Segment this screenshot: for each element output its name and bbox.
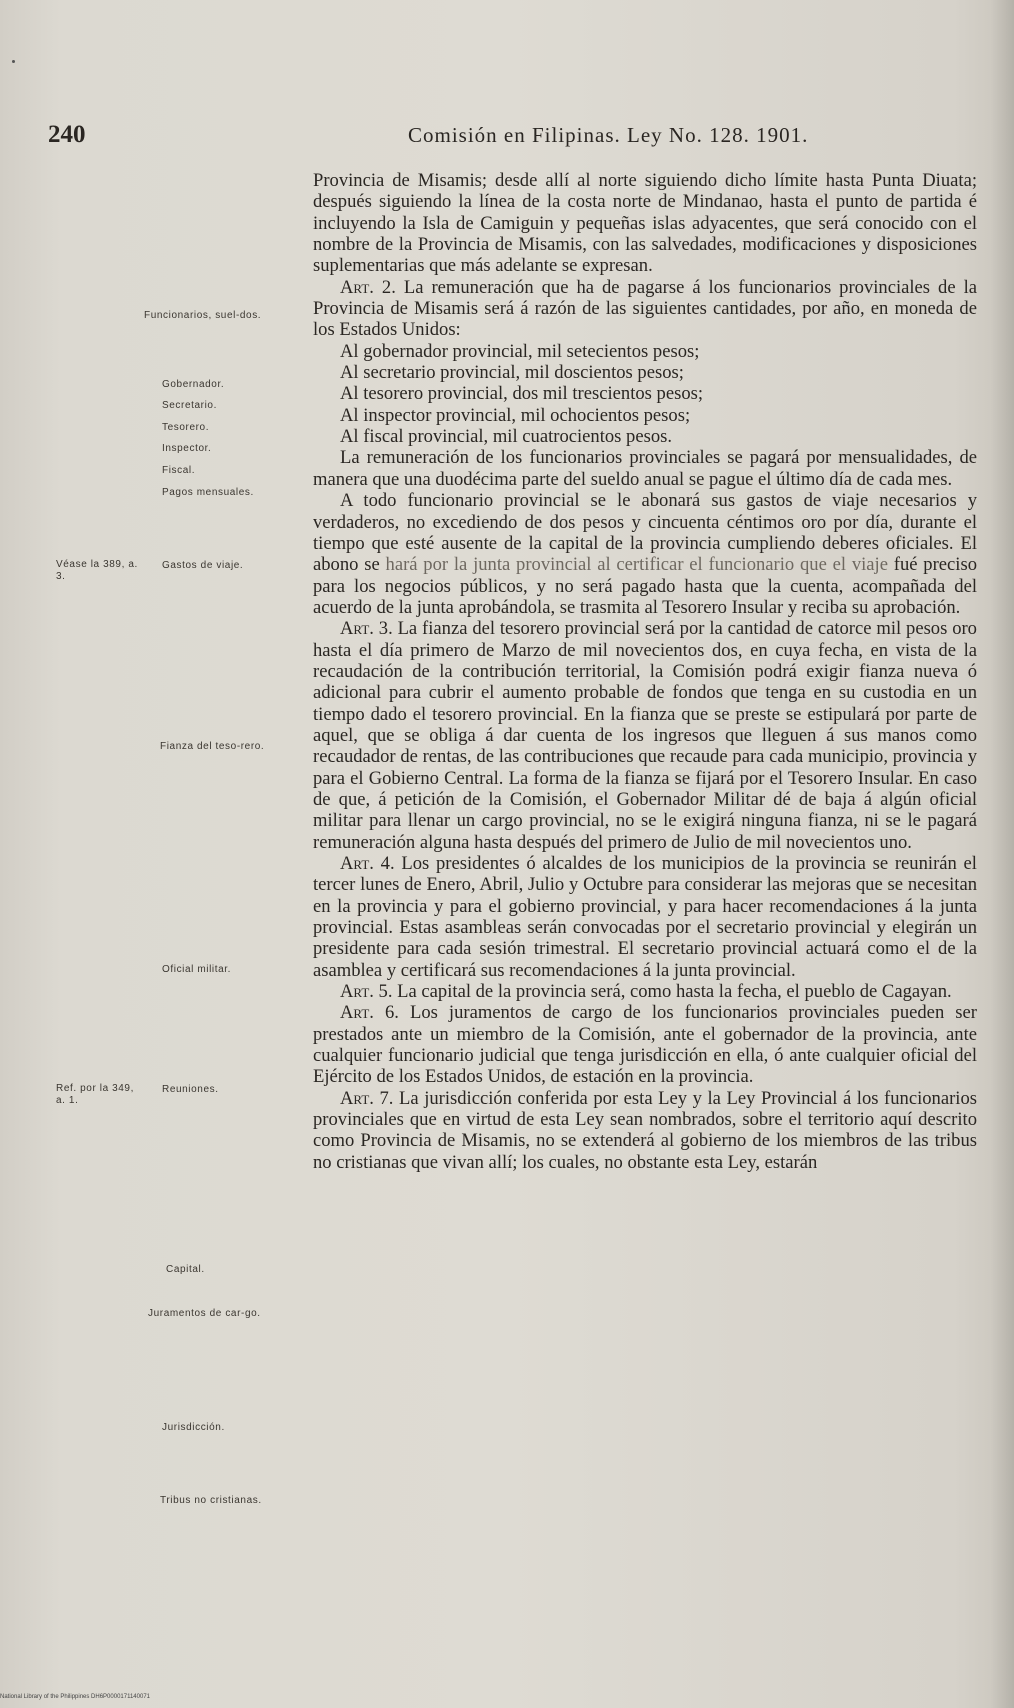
margin-note-cross-reference: Véase la 389, a. 3.	[56, 559, 138, 582]
margin-note-pagos: Pagos mensuales.	[162, 487, 254, 498]
scan-footer: National Library of the Philippines DH6P0000171140071	[0, 1694, 150, 1700]
margin-note-ref: Ref. por la 349, a. 1.	[56, 1083, 134, 1106]
margin-note-fiscal: Fiscal.	[162, 465, 196, 476]
article-label: Art. 4.	[340, 853, 395, 874]
margin-note-juramentos: Juramentos de car-go.	[148, 1308, 261, 1319]
article-label: Art. 6.	[340, 1002, 399, 1024]
gastos-text-b: fué preciso para los negocios públicos, y no será pagado hasta que la cuenta, acompañada del acuerdo de la junta aprobándola, se trasmita al Tesorero Insular y reciba su aprobación.	[313, 554, 978, 618]
scan-speck	[12, 60, 15, 63]
body-text	[313, 170, 977, 1173]
paragraph-art-4	[313, 853, 977, 981]
paragraph-boundaries: Provincia de Misamis; desde allí al norte siguiendo dicho límite hasta Punta Diuata; después siguiendo la línea de la costa norte de Mindanao, hasta el punto de partida é incluyendo la Isla de Camiguin y pequeñas islas adyacentes, que será conocido con el nombre de la Provincia de Misamis, con las salvedades, modificaciones y disposiciones suplementarias que más adelante se expresan.	[313, 170, 977, 277]
article-text: Los juramentos de cargo de los funcionarios provinciales pueden ser prestados ante un miembro de la Comisión, ante el gobernador de la provincia, ante cualquier funcionario judicial que tenga jurisdicción en ella, ó ante cualquier oficial del Ejército de los Estados Unidos, de estación en la provincia.	[313, 1002, 977, 1088]
margin-note-tribus: Tribus no cristianas.	[160, 1495, 262, 1506]
article-text: La remuneración que ha de pagarse á los funcionarios provinciales de la Provincia de Misamis será á razón de las siguientes cantidades, por año, en moneda de los Estados Unidos:	[313, 276, 977, 341]
article-label: Art. 5.	[340, 981, 393, 1003]
paragraph-art-7	[313, 1088, 977, 1173]
salary-inspector: Al inspector provincial, mil ochocientos pesos;	[340, 404, 691, 426]
paragraph-gastos	[313, 490, 977, 618]
page-number: 240	[48, 121, 86, 148]
margin-note-reuniones: Reuniones.	[162, 1084, 219, 1095]
margin-note-funcionarios: Funcionarios, suel-dos.	[144, 310, 262, 321]
gastos-text-faded: hará por la junta provincial al certificar el funcionario que el viaje	[385, 554, 888, 576]
margin-note-oficial: Oficial militar.	[162, 964, 232, 975]
margin-note-gastos: Gastos de viaje.	[162, 560, 244, 571]
running-head: Comisión en Filipinas. Ley No. 128. 1901.	[408, 123, 809, 147]
salary-fiscal: Al fiscal provincial, mil cuatrocientos pesos.	[340, 426, 673, 448]
salary-tesorero: Al tesorero provincial, dos mil trescientos pesos;	[340, 383, 704, 405]
margin-note-gobernador: Gobernador.	[162, 379, 225, 390]
paragraph-art-6	[313, 1002, 977, 1087]
page-header	[48, 121, 934, 151]
page-edge-shadow	[990, 0, 1014, 1708]
margin-note-jurisdiccion: Jurisdicción.	[162, 1422, 225, 1433]
article-label: Art. 3.	[340, 618, 393, 640]
margin-note-inspector: Inspector.	[162, 443, 212, 454]
margin-note-fianza: Fianza del teso-rero.	[160, 741, 265, 752]
paragraph-art-3	[313, 618, 977, 853]
article-text: La jurisdicción conferida por esta Ley y la Ley Provincial á los funcionarios provinciales que en virtud de esta Ley sean nombrados, sobre el territorio aquí descrito como Provincia de Misamis, no se extenderá al gobierno de los miembros de las tribus no cristianas que vivan allí; los cuales, no obstante esta Ley, estarán	[313, 1087, 977, 1173]
paragraph-pagos: La remuneración de los funcionarios provinciales se pagará por mensualidades, de manera que una duodécima parte del sueldo anual se pague el último día de cada mes.	[313, 447, 977, 490]
article-label: Art. 7.	[340, 1087, 394, 1109]
gastos-text-a: A todo funcionario provincial se le abonará sus gastos de viaje necesarios y verdaderos, no excediendo de dos pesos y cincuenta céntimos oro por día, durante el tiempo que esté ausente de la capital de la provincia cumpliendo deberes oficiales. El abono se	[313, 490, 977, 576]
article-text: La fianza del tesorero provincial será por la cantidad de catorce mil pesos oro hasta el día primero de Marzo de mil novecientos dos, en cuya fecha, en vista de la recaudación de la contribución territorial, la Comisión podrá exigir fianza nueva ó adicional para cubrir el aumento probable de fondos que tenga en su custodia en un tiempo dado el tesorero provincial. En la fianza que se preste se estipulará por parte de aquel, que se obliga á dar cuenta de los ingresos que lleguen á sus manos como recaudador de rentas, de las contribuciones que recaude para cada municipio, provincia y para el Gobierno Central. La forma de la fianza se fijará por el Tesorero Insular. En caso de que, á petición de la Comisión, el Gobernador Militar dé de baja á algún oficial militar para llenar un cargo provincial, no se le exigirá ninguna fianza, ni se le pagará remuneración alguna hasta después del primero de Julio de mil novecientos uno.	[313, 618, 977, 853]
margin-note-tesorero: Tesorero.	[162, 422, 210, 433]
paragraph-art-5	[313, 981, 977, 1002]
article-label: Art. 2.	[340, 276, 396, 298]
margin-note-capital: Capital.	[166, 1264, 205, 1275]
article-text: La capital de la provincia será, como hasta la fecha, el pueblo de Cagayan.	[397, 981, 952, 1003]
margin-note-secretario: Secretario.	[162, 400, 217, 411]
article-text: Los presidentes ó alcaldes de los municipios de la provincia se reunirán el tercer lunes de Enero, Abril, Julio y Octubre para considerar las mejoras que se necesitan en la provincia y para el gobierno provincial, y para hacer recomendaciones á la junta provincial. Estas asambleas serán convocadas por el secretario provincial y elegirán un presidente para cada sesión trimestral. El secretario provincial actuará como el de la asamblea y certificará sus recomendaciones á la junta provincial.	[313, 853, 977, 981]
salary-gobernador: Al gobernador provincial, mil setecientos pesos;	[340, 340, 700, 362]
paragraph-art-2	[313, 277, 977, 341]
salary-secretario: Al secretario provincial, mil doscientos pesos;	[340, 362, 684, 384]
